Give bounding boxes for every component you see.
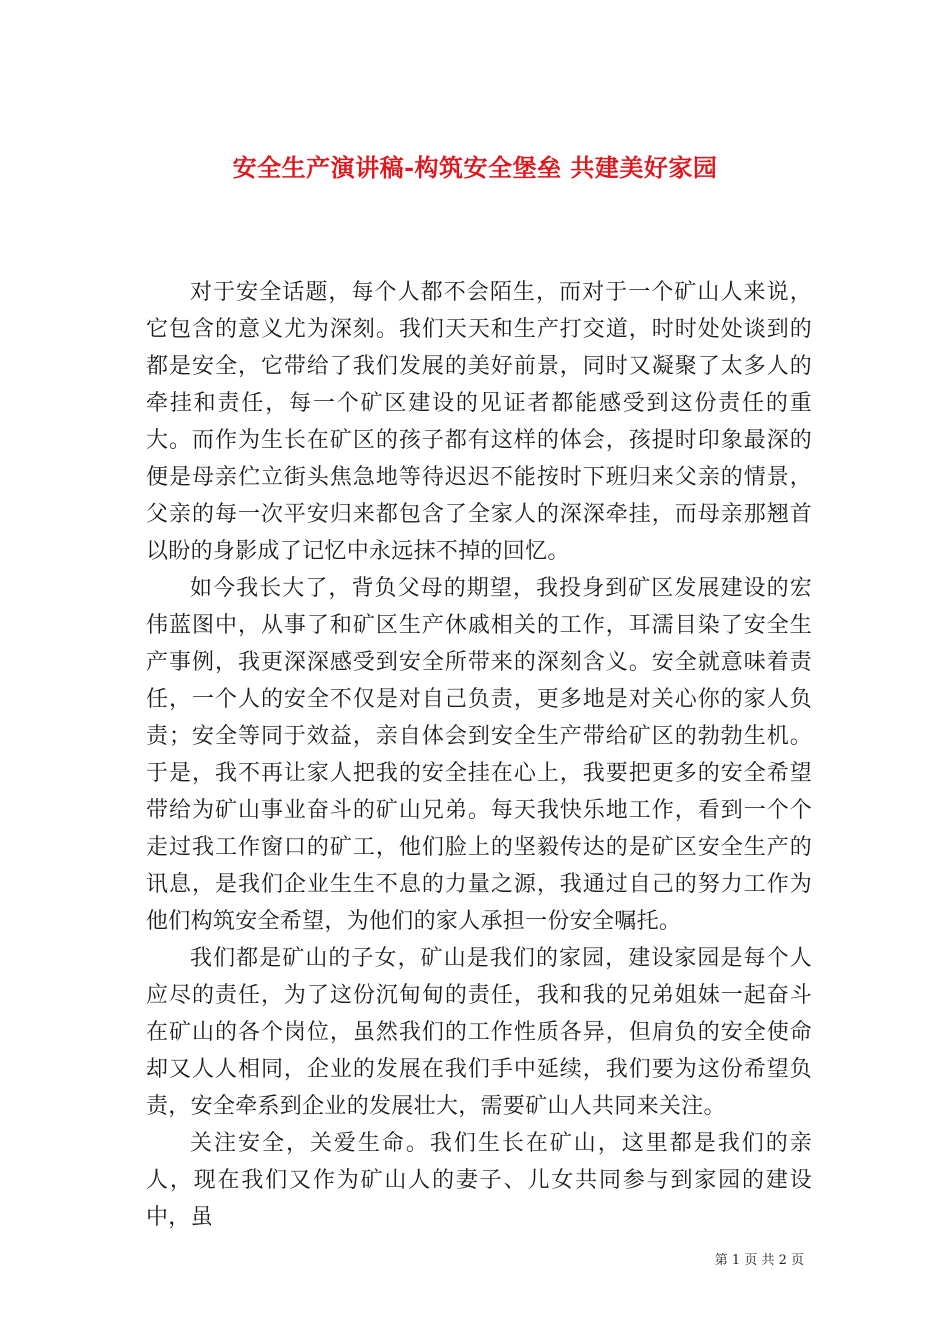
document-body <box>146 274 812 1236</box>
paragraph-2: 如今我长大了，背负父母的期望，我投身到矿区发展建设的宏伟蓝图中，从事了和矿区生产休戚相关的工作，耳濡目染了安全生产事例，我更深深感受到安全所带来的深刻含义。安全就意味着责任，一个人的安全不仅是对自己负责，更多地是对关心你的家人负责；安全等同于效益，亲自体会到安全生产带给矿区的勃勃生机。于是，我不再让家人把我的安全挂在心上，我要把更多的安全希望带给为矿山事业奋斗的矿山兄弟。每天我快乐地工作，看到一个个走过我工作窗口的矿工，他们脸上的坚毅传达的是矿区安全生产的讯息，是我们企业生生不息的力量之源，我通过自己的努力工作为他们构筑安全希望，为他们的家人承担一份安全嘱托。 <box>146 576 812 934</box>
paragraph-3: 我们都是矿山的子女，矿山是我们的家园，建设家园是每个人应尽的责任，为了这份沉甸甸的责任，我和我的兄弟姐妹一起奋斗在矿山的各个岗位，虽然我们的工作性质各异，但肩负的安全使命却又人人相同，企业的发展在我们手中延续，我们要为这份希望负责，安全牵系到企业的发展壮大，需要矿山人共同来关注。 <box>146 946 812 1119</box>
paragraph-1: 对于安全话题，每个人都不会陌生，而对于一个矿山人来说，它包含的意义尤为深刻。我们天天和生产打交道，时时处处谈到的都是安全，它带给了我们发展的美好前景，同时又凝聚了太多人的牵挂和责任，每一个矿区建设的见证者都能感受到这份责任的重大。而作为生长在矿区的孩子都有这样的体会，孩提时印象最深的便是母亲伫立街头焦急地等待迟迟不能按时下班归来父亲的情景，父亲的每一次平安归来都包含了全家人的深深牵挂，而母亲那翘首以盼的身影成了记忆中永远抹不掉的回忆。 <box>146 280 812 564</box>
page-number-footer: 第 1 页 共 2 页 <box>714 1253 804 1268</box>
paragraph-4: 关注安全，关爱生命。我们生长在矿山，这里都是我们的亲人，现在我们又作为矿山人的妻子、儿女共同参与到家园的建设中，虽 <box>146 1131 812 1230</box>
document-title: 安全生产演讲稿-构筑安全堡垒 共建美好家园 <box>232 153 718 183</box>
